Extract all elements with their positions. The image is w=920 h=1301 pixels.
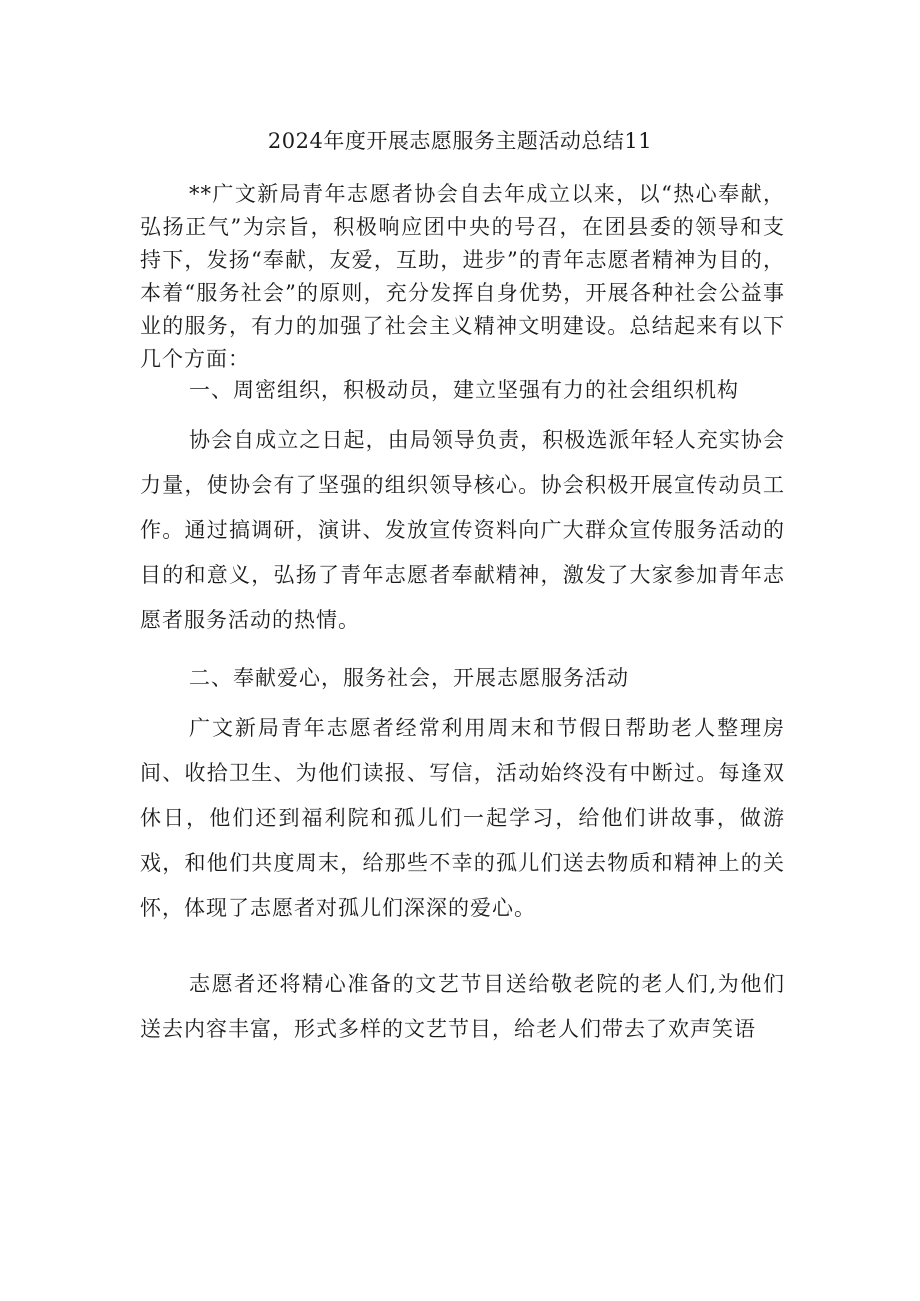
section-2-heading: 二、奉献爱心，服务社会，开展志愿服务活动: [189, 666, 629, 690]
section-1-heading: 一、周密组织，积极动员，建立坚强有力的社会组织机构: [189, 378, 739, 402]
section-2-body-1: 广文新局青年志愿者经常利用周末和节假日帮助老人整理房间、收拾卫生、为他们读报、写信，活动始终没有中断过。每逢双休日，他们还到福利院和孤儿们一起学习，给他们讲故事，做游戏，和他们共度周末，给那些不幸的孤儿们送去物质和精神上的关怀，体现了志愿者对孤儿们深深的爱心。: [140, 716, 785, 920]
section-2-body-2: 志愿者还将精心准备的文艺节目送给敬老院的老人们,为他们送去内容丰富，形式多样的文艺节目，给老人们带去了欢声笑语: [140, 972, 785, 1041]
section-1-body: 协会自成立之日起，由局领导负责，积极选派年轻人充实协会力量，使协会有了坚强的组织领导核心。协会积极开展宣传动员工作。通过搞调研，演讲、发放宣传资料向广大群众宣传服务活动的目的和意义，弘扬了青年志愿者奉献精神，激发了大家参加青年志愿者服务活动的热情。: [140, 428, 785, 632]
intro-paragraph: **广文新局青年志愿者协会自去年成立以来，以“热心奉献，弘扬正气”为宗旨，积极响应团中央的号召，在团县委的领导和支持下，发扬“奉献，友爱，互助，进步”的青年志愿者精神为目的，本着“服务社会”的原则，充分发挥自身优势，开展各种社会公益事业的服务，有力的加强了社会主义精神文明建设。总结起来有以下几个方面：: [140, 182, 785, 371]
document-title: 2024年度开展志愿服务主题活动总结11: [267, 129, 653, 153]
